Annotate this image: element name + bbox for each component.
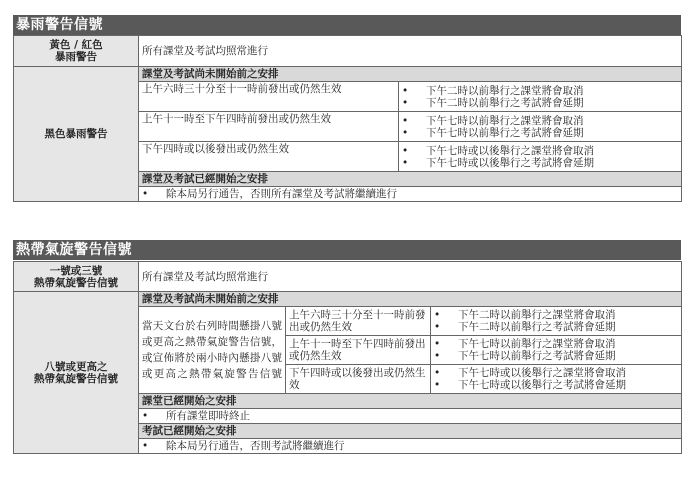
exam-started-text: • 除本局另行通告，否則考試將繼續進行 [139, 439, 682, 454]
rain-after-text: • 除本局另行通告，否則所有課堂及考試將繼續進行 [139, 187, 682, 202]
list-item: 下午二時以前舉行之課堂將會取消 [458, 309, 616, 321]
list-item: 下午七時或以後舉行之課堂將會取消 [458, 367, 626, 379]
list-item: 除本局另行通告，否則考試將繼續進行 [166, 440, 345, 452]
rain-before-header: 課堂及考試尚未開始前之安排 [139, 67, 682, 82]
high-signal-label-line1: 八號或更高之 [44, 360, 108, 373]
typhoon-before-header: 課堂及考試尚未開始前之安排 [139, 292, 682, 307]
rain-cond-1: 上午六時三十分至十一時前發出或仍然生效 [139, 82, 399, 112]
high-signal-label-line2: 熱帶氣旋警告信號 [34, 372, 118, 385]
low-signal-row [14, 262, 682, 292]
list-item: 下午七時或以後舉行之考試將會延期 [458, 379, 626, 391]
typhoon-actions-3: • 下午七時或以後舉行之課堂將會取消 • 下午七時或以後舉行之考試將會延期 [431, 365, 682, 394]
rain-actions-1: • 下午二時以前舉行之課堂將會取消 • 下午二時以前舉行之考試將會延期 [399, 82, 682, 112]
rain-cond-2: 上午十一時至下午四時前發出或仍然生效 [139, 112, 399, 142]
typhoon-note: 當天文台於右列時間懸掛八號或更高之熱帶氣旋警告信號，或宣佈將於兩小時內懸掛八號或更高之熱帶氣旋警告信號 [139, 307, 286, 394]
yellow-red-label [14, 36, 139, 67]
typhoon-cond-1: 上午六時三十分至十一時前發出或仍然生效 [286, 307, 431, 336]
typhoon-actions-1: • 下午二時以前舉行之課堂將會取消 • 下午二時以前舉行之考試將會延期 [431, 307, 682, 336]
yellow-red-label-line1: 黃色 / 紅色 [49, 39, 103, 51]
list-item: 下午七時以前舉行之考試將會延期 [458, 350, 616, 362]
class-started-header: 課堂已經開始之安排 [139, 394, 682, 409]
rainstorm-table [13, 35, 682, 202]
rainstorm-title: 暴雨警告信號 [13, 15, 681, 35]
low-signal-label [14, 262, 139, 292]
typhoon-table [13, 261, 682, 454]
list-item: 下午二時以前舉行之課堂將會取消 [426, 84, 584, 97]
yellow-red-label-line2: 暴雨警告 [55, 51, 97, 63]
list-item: 下午二時以前舉行之考試將會延期 [426, 96, 584, 109]
list-item: 除本局另行通告，否則所有課堂及考試將繼續進行 [166, 188, 397, 200]
high-signal-label [14, 292, 139, 454]
black-rain-label: 黑色暴雨警告 [14, 67, 139, 202]
typhoon-cond-2: 上午十一時至下午四時前發出或仍然生效 [286, 336, 431, 365]
list-item: 下午二時以前舉行之考試將會延期 [458, 321, 616, 333]
typhoon-cond-3: 下午四時或以後發出或仍然生效 [286, 365, 431, 394]
list-item: 下午七時以前舉行之課堂將會取消 [426, 114, 584, 127]
yellow-red-row [14, 36, 682, 67]
list-item: 下午七時或以後舉行之考試將會延期 [426, 156, 594, 169]
typhoon-title: 熱帶氣旋警告信號 [13, 240, 681, 260]
rain-actions-2: • 下午七時以前舉行之課堂將會取消 • 下午七時以前舉行之考試將會延期 [399, 112, 682, 142]
list-item: 下午七時以前舉行之考試將會延期 [426, 126, 584, 139]
yellow-red-text: 所有課堂及考試均照常進行 [139, 36, 682, 67]
rain-after-header: 課堂及考試已經開始之安排 [139, 172, 682, 187]
low-signal-text: 所有課堂及考試均照常進行 [139, 262, 682, 292]
class-started-text: • 所有課堂即時終止 [139, 409, 682, 424]
rain-actions-3: • 下午七時或以後舉行之課堂將會取消 • 下午七時或以後舉行之考試將會延期 [399, 142, 682, 172]
list-item: 下午七時以前舉行之課堂將會取消 [458, 338, 616, 350]
exam-started-header: 考試已經開始之安排 [139, 424, 682, 439]
low-signal-label-line2: 熱帶氣旋警告信號 [34, 276, 118, 289]
typhoon-actions-2: • 下午七時以前舉行之課堂將會取消 • 下午七時以前舉行之考試將會延期 [431, 336, 682, 365]
list-item: 下午七時或以後舉行之課堂將會取消 [426, 144, 594, 157]
low-signal-label-line1: 一號或三號 [49, 264, 103, 277]
rain-cond-3: 下午四時或以後發出或仍然生效 [139, 142, 399, 172]
list-item: 所有課堂即時終止 [166, 410, 250, 422]
